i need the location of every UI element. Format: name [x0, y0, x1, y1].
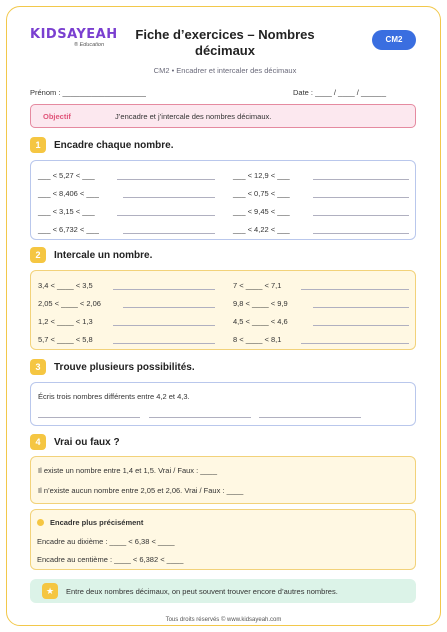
logo-subtext: ® Education — [74, 42, 105, 48]
page-subtitle: CM2 • Encadrer et intercaler des décimaux — [153, 66, 297, 75]
star-icon: ★ — [42, 583, 58, 599]
intercalate-item: 4,5 < ____ < 4,6 — [233, 317, 288, 326]
answer-line[interactable] — [113, 325, 215, 326]
answer-line[interactable] — [123, 197, 215, 198]
bonus-box — [30, 509, 416, 570]
page-title: Fiche d’exercices – Nombres décimaux — [135, 27, 315, 58]
answer-line[interactable] — [301, 343, 409, 344]
answer-line[interactable] — [123, 307, 215, 308]
intercalate-item: 2,05 < ____ < 2,06 — [38, 299, 101, 308]
section2-number: 2 — [30, 247, 46, 263]
section2-title: Intercale un nombre. — [54, 250, 153, 261]
bonus-title: Encadre plus précisément — [50, 518, 144, 527]
intercalate-item: 5,7 < ____ < 5,8 — [38, 335, 93, 344]
intercalate-item: 7 < ____ < 7,1 — [233, 281, 282, 290]
section2-box — [30, 270, 416, 350]
kidsayeah-logo — [30, 27, 118, 52]
section3-title: Trouve plusieurs possibilités. — [54, 362, 195, 373]
frame-item: ___ < 5,27 < ___ — [38, 171, 95, 180]
bonus-dot-icon — [37, 519, 44, 526]
true-false-statement: Il n’existe aucun nombre entre 2,05 et 2,06. Vrai / Faux : ____ — [38, 486, 244, 495]
section3-number: 3 — [30, 359, 46, 375]
frame-item: ___ < 3,15 < ___ — [38, 207, 95, 216]
tip-box — [30, 579, 416, 603]
frame-item: ___ < 0,75 < ___ — [233, 189, 290, 198]
answer-line[interactable] — [313, 325, 409, 326]
logo-text: KIDSAYEAH — [30, 27, 118, 42]
answer-line[interactable] — [313, 233, 409, 234]
answer-line[interactable] — [123, 233, 215, 234]
objective-box — [30, 104, 416, 128]
answer-line[interactable] — [313, 307, 409, 308]
answer-line[interactable] — [117, 179, 215, 180]
prenom-field[interactable]: Prénom : ____________________ — [30, 88, 146, 97]
section3-box — [30, 382, 416, 426]
intercalate-item: 9,8 < ____ < 9,9 — [233, 299, 288, 308]
section1-number: 1 — [30, 137, 46, 153]
answer-line[interactable] — [113, 343, 215, 344]
frame-item: ___ < 6,732 < ___ — [38, 225, 99, 234]
footer-copyright: Tous droits réservés © www.kidsayeah.com — [165, 617, 282, 623]
answer-line[interactable] — [313, 215, 409, 216]
frame-item: ___ < 8,406 < ___ — [38, 189, 99, 198]
frame-item: ___ < 9,45 < ___ — [233, 207, 290, 216]
bonus-line: Encadre au centième : ____ < 6,382 < ____ — [37, 555, 184, 564]
section4-title: Vrai ou faux ? — [54, 437, 120, 448]
level-badge: CM2 — [372, 30, 416, 50]
frame-item: ___ < 12,9 < ___ — [233, 171, 290, 180]
section1-box — [30, 160, 416, 240]
possibilities-instruction: Écris trois nombres différents entre 4,2 et 4,3. — [38, 392, 190, 401]
answer-line[interactable] — [113, 289, 215, 290]
answer-line[interactable] — [313, 197, 409, 198]
frame-item: ___ < 4,22 < ___ — [233, 225, 290, 234]
answer-line[interactable] — [313, 179, 409, 180]
intercalate-item: 8 < ____ < 8,1 — [233, 335, 282, 344]
intercalate-item: 1,2 < ____ < 1,3 — [38, 317, 93, 326]
answer-line[interactable] — [38, 417, 140, 418]
answer-line[interactable] — [117, 215, 215, 216]
objective-label: Objectif — [43, 112, 71, 121]
tip-text: Entre deux nombres décimaux, on peut souvent trouver encore d’autres nombres. — [66, 587, 338, 596]
intercalate-item: 3,4 < ____ < 3,5 — [38, 281, 93, 290]
objective-text: J’encadre et j’intercale des nombres décimaux. — [115, 112, 272, 121]
date-field[interactable]: Date : ____ / ____ / ______ — [293, 88, 386, 97]
section4-box — [30, 456, 416, 504]
answer-line[interactable] — [259, 417, 361, 418]
bonus-line: Encadre au dixième : ____ < 6,38 < ____ — [37, 537, 175, 546]
section4-number: 4 — [30, 434, 46, 450]
true-false-statement: Il existe un nombre entre 1,4 et 1,5. Vrai / Faux : ____ — [38, 466, 217, 475]
section1-title: Encadre chaque nombre. — [54, 140, 174, 151]
answer-line[interactable] — [301, 289, 409, 290]
answer-line[interactable] — [149, 417, 251, 418]
